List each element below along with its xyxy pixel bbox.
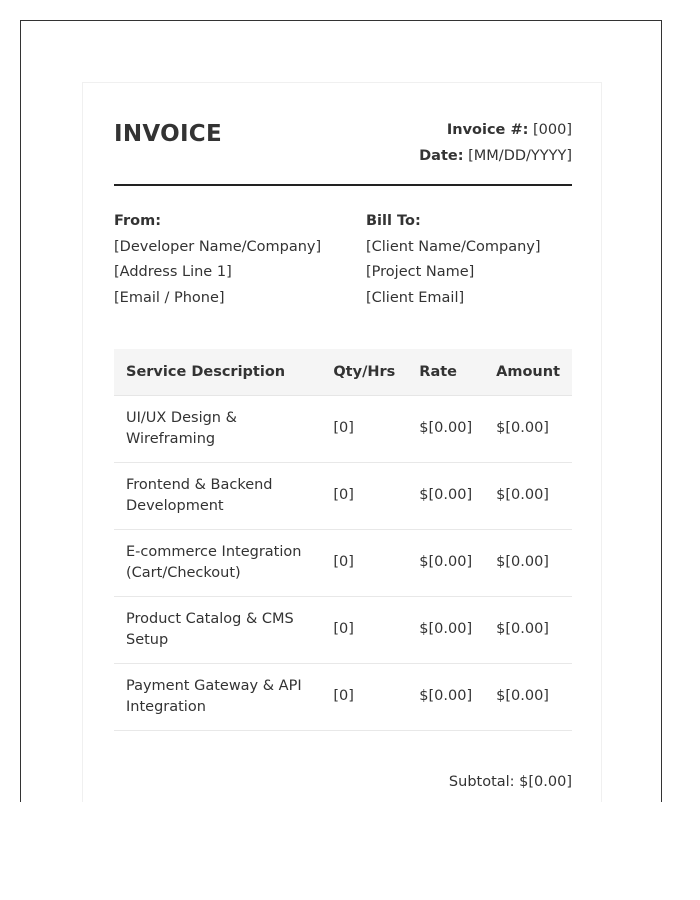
from-line: [Email / Phone] [114,289,225,306]
invoice-number [419,117,572,143]
cell-amount: $[0.00] [484,596,572,663]
column-header-description: Service Description [114,349,321,395]
cell-qty: [0] [321,663,407,730]
bill-to-line: [Client Email] [366,289,465,306]
cell-rate: $[0.00] [407,596,484,663]
bill-to-block [366,209,541,311]
cell-rate: $[0.00] [407,395,484,462]
subtotal: Subtotal: $[0.00] [448,773,572,790]
invoice-content [114,83,572,790]
from-heading: From: [114,213,161,229]
cell-qty: [0] [321,395,407,462]
cell-rate: $[0.00] [407,462,484,529]
invoice-date [419,143,572,169]
column-header-rate: Rate [407,349,484,395]
cell-description: E-commerce Integration (Cart/Checkout) [114,529,321,596]
table-header-row [114,349,572,395]
invoice-date-value: [MM/DD/YYYY] [468,148,572,164]
cell-amount: $[0.00] [484,663,572,730]
invoice-meta [419,117,572,169]
document-page [20,20,662,802]
cell-description: Payment Gateway & API Integration [114,663,321,730]
table-row [114,596,572,663]
bill-to-line: [Client Name/Company] [366,238,541,255]
cell-qty: [0] [321,529,407,596]
invoice-title: INVOICE [114,121,223,147]
table-row [114,462,572,529]
invoice-number-value: [000] [533,122,572,138]
cell-qty: [0] [321,462,407,529]
from-block [114,209,321,311]
cell-amount: $[0.00] [484,529,572,596]
services-table [114,349,572,731]
cell-description: UI/UX Design & Wireframing [114,395,321,462]
from-line: [Address Line 1] [114,264,232,280]
invoice-number-label: Invoice #: [446,122,529,138]
table-row [114,663,572,730]
table-row [114,529,572,596]
from-line: [Developer Name/Company] [114,238,322,255]
bill-to-line: [Project Name] [366,264,475,280]
cell-rate: $[0.00] [407,663,484,730]
cell-description: Product Catalog & CMS Setup [114,596,321,663]
cell-qty: [0] [321,596,407,663]
invoice-date-label: Date: [419,148,464,164]
cell-amount: $[0.00] [484,395,572,462]
invoice-sheet [82,82,602,802]
cell-description: Frontend & Backend Development [114,462,321,529]
parties-section [114,186,572,349]
table-row [114,395,572,462]
invoice-header [114,83,572,186]
cell-amount: $[0.00] [484,462,572,529]
cell-rate: $[0.00] [407,529,484,596]
column-header-qty: Qty/Hrs [321,349,407,395]
bill-to-heading: Bill To: [366,213,421,229]
column-header-amount: Amount [484,349,572,395]
